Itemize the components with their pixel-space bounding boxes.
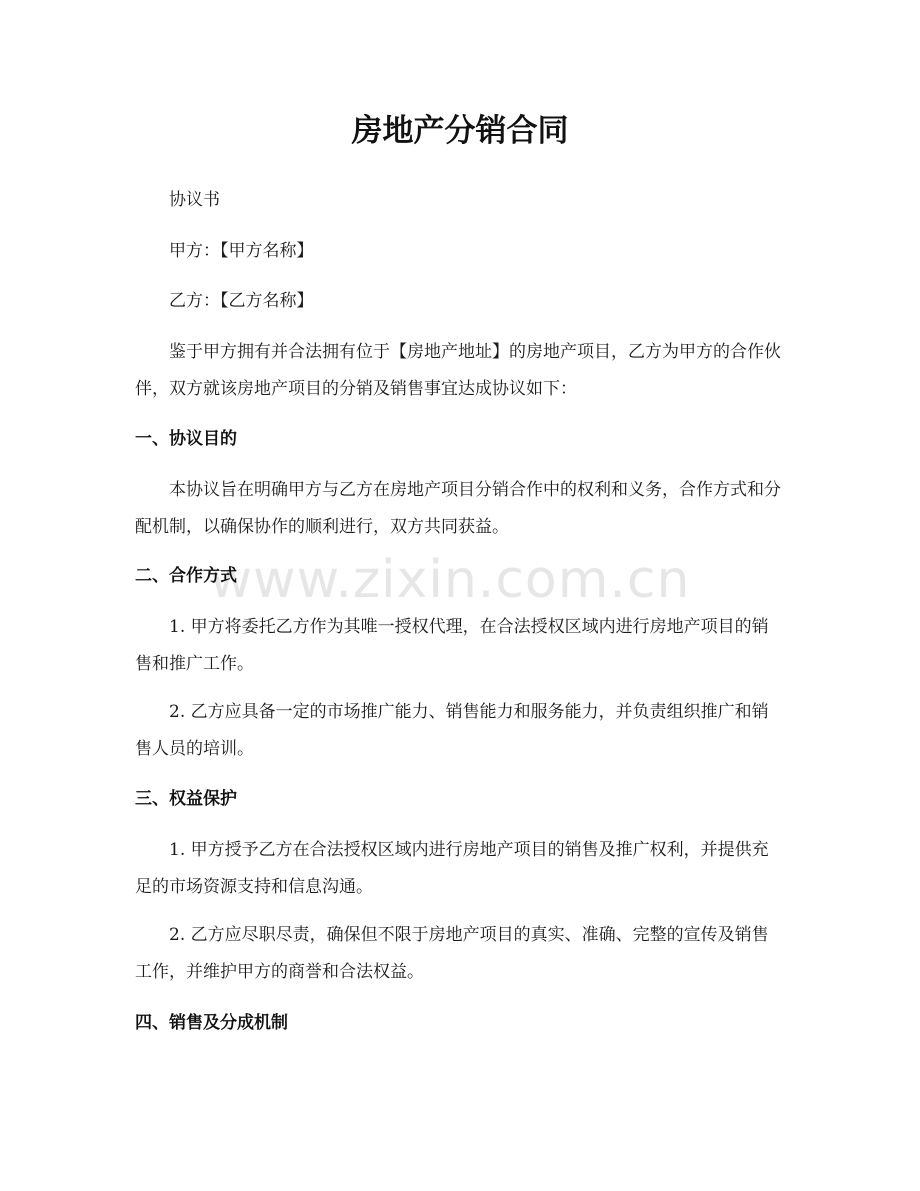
document-title: 房地产分销合同 <box>351 113 569 149</box>
preamble-paragraph: 鉴于甲方拥有并合法拥有位于【房地产地址】的房地产项目，乙方为甲方的合作伙伴，双方就该房地产项目的分销及销售事宜达成协议如下： <box>135 342 781 399</box>
section-heading-2: 二、合作方式 <box>135 566 237 586</box>
section-heading-1: 一、协议目的 <box>135 429 237 449</box>
party-b-line: 乙方：【乙方名称】 <box>169 291 314 311</box>
intro-label: 协议书 <box>169 190 220 210</box>
section-heading-4: 四、销售及分成机制 <box>135 1013 288 1033</box>
party-a-line: 甲方：【甲方名称】 <box>169 241 314 261</box>
section-2-paragraph-2: 2. 乙方应具备一定的市场推广能力、销售能力和服务能力，并负责组织推广和销售人员的培训。 <box>135 702 769 759</box>
watermark: www.zixin.com.cn <box>209 550 691 610</box>
section-2-paragraph-1: 1. 甲方将委托乙方作为其唯一授权代理，在合法授权区域内进行房地产项目的销售和推广工作。 <box>135 617 769 674</box>
section-heading-3: 三、权益保护 <box>135 789 237 809</box>
section-3-paragraph-2: 2. 乙方应尽职尽责，确保但不限于房地产项目的真实、准确、完整的宣传及销售工作，并维护甲方的商誉和合法权益。 <box>135 925 769 982</box>
section-3-paragraph-1: 1. 甲方授予乙方在合法授权区域内进行房地产项目的销售及推广权利，并提供充足的市场资源支持和信息沟通。 <box>135 840 769 897</box>
section-1-paragraph-1: 本协议旨在明确甲方与乙方在房地产项目分销合作中的权利和义务，合作方式和分配机制，以确保协作的顺利进行，双方共同获益。 <box>135 480 781 537</box>
